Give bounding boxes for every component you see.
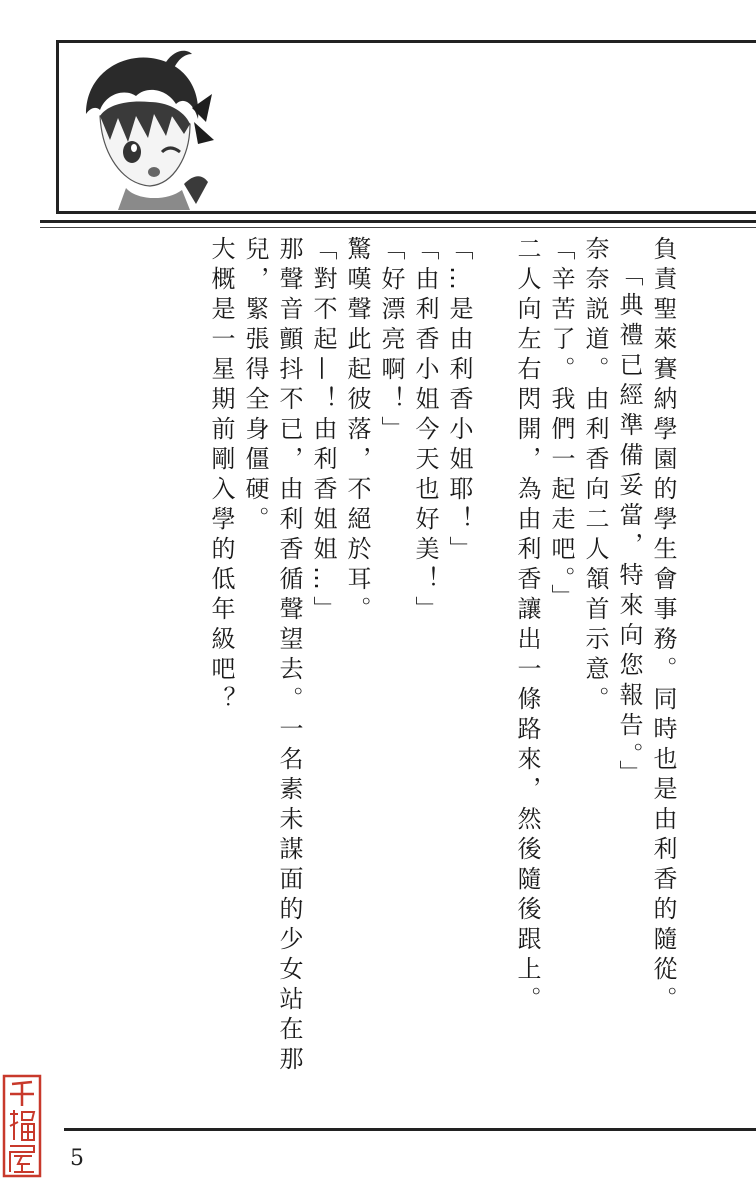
- page-number: 5: [70, 1146, 84, 1171]
- publisher-seal-logo: [2, 1074, 42, 1178]
- paragraph-break: [476, 236, 510, 1096]
- paragraph: 「…是由利香小姐耶！」: [445, 236, 473, 566]
- paragraph: 奈奈説道。由利香向二人頷首示意。: [581, 236, 609, 716]
- paragraph: 「好漂亮啊！」: [377, 236, 405, 446]
- paragraph: 二人向左右閃開，為由利香讓出一條路來，然後隨後跟上。: [513, 236, 541, 1016]
- paragraph: 「辛苦了。我們一起走吧。」: [547, 236, 575, 614]
- paragraph: 兒，緊張得全身僵硬。: [241, 236, 269, 536]
- header-rule-thin: [40, 227, 756, 228]
- paragraph: 那聲音顫抖不已，由利香循聲望去。一名素未謀面的少女站在那: [275, 236, 303, 1076]
- vertical-text-body: [120, 236, 680, 1096]
- paragraph: 「由利香小姐今天也好美！」: [411, 236, 439, 626]
- header-rule: [40, 220, 756, 223]
- paragraph: 「對不起—！由利香姐姐…」: [309, 236, 337, 626]
- character-vignette-illustration: [66, 44, 216, 214]
- footer-rule: [64, 1128, 756, 1131]
- paragraph: 驚嘆聲此起彼落，不絕於耳。: [343, 236, 371, 626]
- paragraph: 大概是一星期前剛入學的低年級吧？: [207, 236, 235, 716]
- paragraph: 負責聖萊賽納學園的學生會事務。同時也是由利香的隨從。: [649, 236, 677, 1016]
- paragraph: 「典禮已經準備妥當，特來向您報告。」: [615, 262, 643, 790]
